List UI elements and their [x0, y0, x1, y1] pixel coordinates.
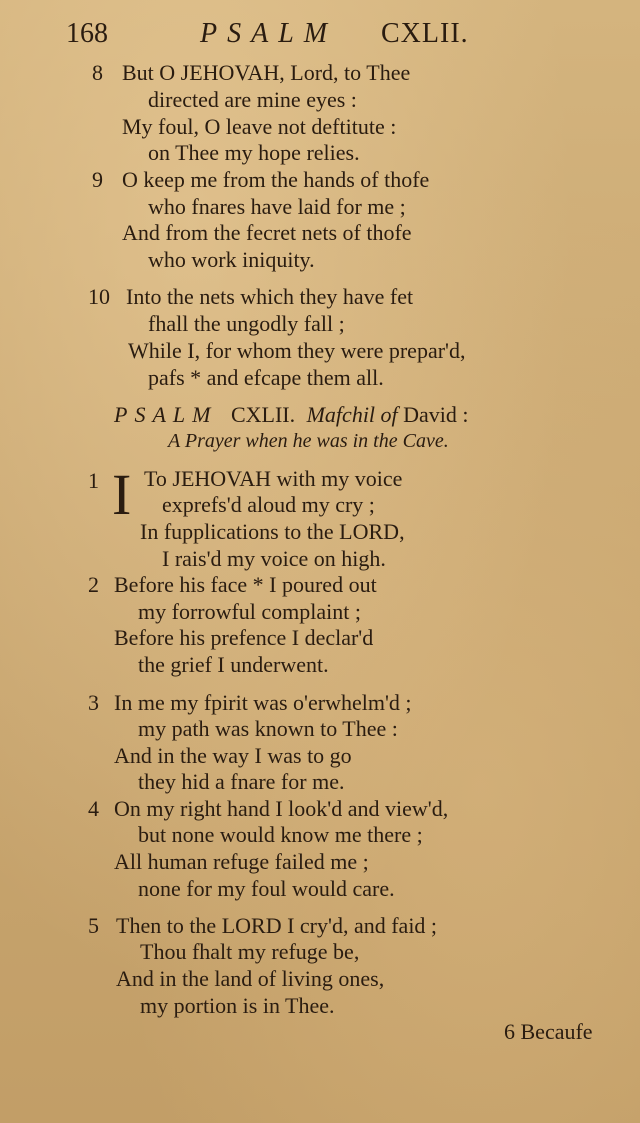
verse-line: they hid a fnare for me. [138, 769, 345, 794]
verse-line: who work iniquity. [148, 247, 315, 272]
verse-line: But O JEHOVAH, Lord, to Thee [122, 60, 411, 85]
verse-line: On my right hand I look'd and view'd, [114, 796, 449, 821]
verse-line: my forrowful complaint ; [138, 599, 362, 624]
catchword: 6 Becaufe [504, 1019, 593, 1044]
page-number: 168 [66, 18, 108, 49]
verse-line: exprefs'd aloud my cry ; [162, 492, 375, 517]
psalm-title [114, 402, 469, 428]
psalm-title-word: PSALM [114, 402, 218, 427]
verse-number: 2 [88, 572, 99, 597]
verse-line: To JEHOVAH with my voice [144, 466, 403, 491]
verse-line: Before his face * I poured out [114, 572, 377, 597]
verse-line: My foul, O leave not deftitute : [122, 114, 397, 139]
psalm-number: CXLII. [381, 18, 469, 49]
verse-line: my portion is in Thee. [140, 993, 335, 1018]
verse-line: While I, for whom they were prepar'd, [128, 338, 466, 363]
verse-line: but none would know me there ; [138, 822, 423, 847]
verse-number: 4 [88, 796, 99, 821]
verse-line: Then to the LORD I cry'd, and faid ; [116, 913, 438, 938]
verse-line: Before his prefence I declar'd [114, 625, 374, 650]
verse-line: who fnares have laid for me ; [148, 194, 406, 219]
verse-line: And in the way I was to go [114, 743, 352, 768]
verse-line: And from the fecret nets of thofe [122, 220, 412, 245]
verse-line: In me my fpirit was o'erwhelm'd ; [114, 690, 412, 715]
verse-line: Into the nets which they have fet [126, 284, 414, 309]
verse-number: 9 [92, 167, 103, 192]
verse-line: directed are mine eyes : [148, 87, 357, 112]
running-title: PSALM [200, 18, 338, 49]
verse-number: 1 [88, 468, 99, 493]
verse-line: Thou fhalt my refuge be, [140, 939, 360, 964]
verse-line: pafs * and efcape them all. [148, 365, 384, 390]
verse-number: 3 [88, 690, 99, 715]
verse-number: 5 [88, 913, 99, 938]
verse-line: All human refuge failed me ; [114, 849, 369, 874]
psalm-title-number: CXLII. [230, 402, 296, 427]
verse-line: And in the land of living ones, [116, 966, 385, 991]
psalm-title-author: David : [403, 402, 469, 427]
verse-line: the grief I underwent. [138, 652, 329, 677]
verse-line: my path was known to Thee : [138, 716, 398, 741]
drop-cap: I [112, 462, 132, 527]
verse-line: In fupplications to the LORD, [140, 519, 405, 544]
verse-line: O keep me from the hands of thofe [122, 167, 430, 192]
verse-line: I rais'd my voice on high. [162, 546, 386, 571]
verse-line: none for my foul would care. [138, 876, 395, 901]
page-header [66, 18, 526, 56]
verse-line: on Thee my hope relies. [148, 140, 360, 165]
verse-line: fhall the ungodly fall ; [148, 311, 345, 336]
psalm-subtitle: A Prayer when he was in the Cave. [168, 430, 449, 452]
verse-number: 10 [88, 284, 110, 309]
verse-number: 8 [92, 60, 103, 85]
psalm-title-maschil: Mafchil of [306, 402, 398, 427]
